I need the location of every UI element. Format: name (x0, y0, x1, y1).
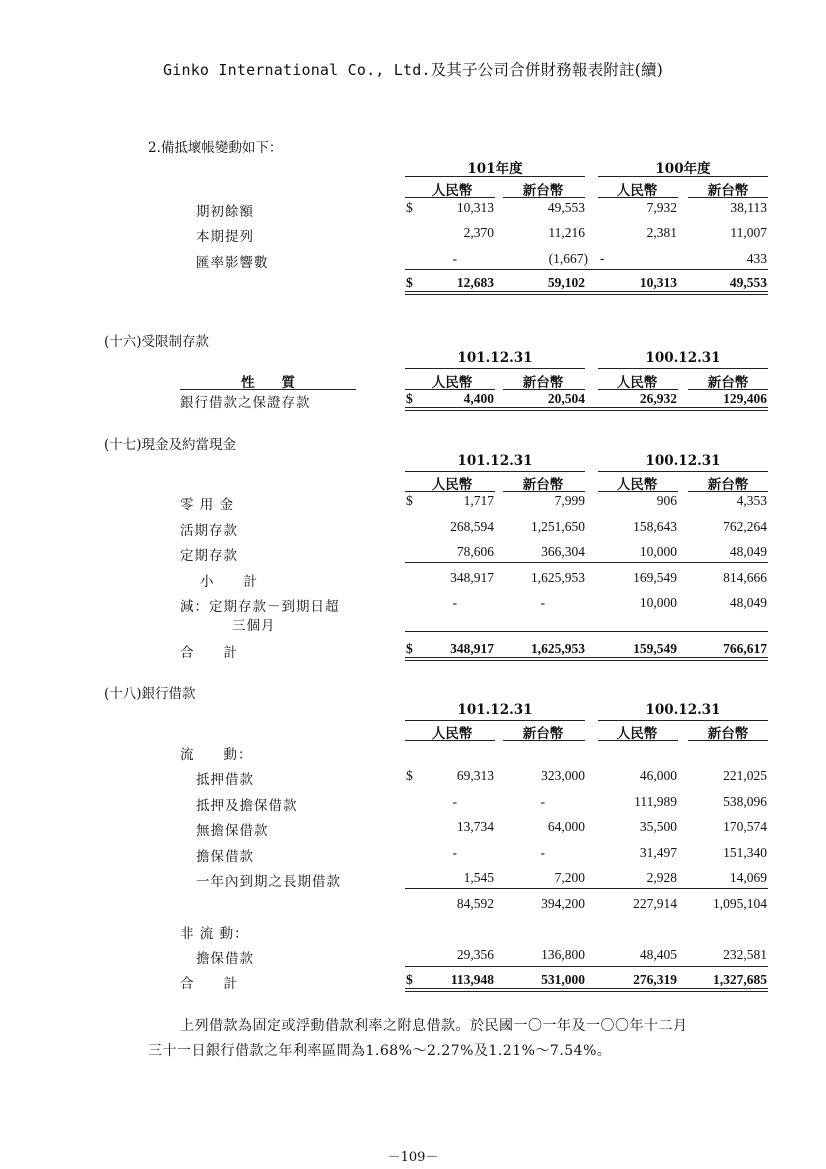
row-label: 本期提列 (196, 229, 254, 245)
row-label: 銀行借款之保證存款 (180, 395, 311, 411)
row-label: 匯率影響數 (196, 255, 269, 271)
total-value: 59,102 (547, 275, 585, 290)
cell-value: 10,000 (639, 544, 677, 559)
cell-value: 78,606 (456, 544, 494, 559)
subtotal-value: 84,592 (456, 896, 494, 911)
page-header (0, 58, 826, 80)
section-title: 2.備抵壞帳變動如下： (148, 140, 283, 156)
cell-value: 13,734 (456, 819, 494, 834)
dollar-sign: $ (406, 641, 413, 656)
row-label: 擔保借款 (196, 849, 254, 865)
dollar-sign: $ (406, 493, 413, 508)
total-value: 159,549 (633, 641, 677, 656)
cell-value: 221,025 (723, 768, 767, 783)
cell-value: 7,932 (646, 200, 677, 215)
cell-value: 2,370 (463, 225, 494, 240)
total-value: 26,932 (639, 391, 677, 406)
row-label: 抵押借款 (196, 772, 254, 788)
cell-value: 762,264 (723, 519, 767, 534)
cell-value: 7,200 (554, 870, 585, 885)
cell-value: - (452, 595, 457, 610)
cell-value: 7,999 (554, 493, 585, 508)
section-title: (十七)現金及約當現金 (104, 437, 237, 453)
cell-value: 814,666 (723, 570, 767, 585)
cell-value: 323,000 (541, 768, 585, 783)
section-title: (十六)受限制存款 (104, 334, 210, 350)
cell-value: 11,216 (548, 225, 585, 240)
currency-header: 新台幣 (707, 726, 749, 742)
currency-header: 新台幣 (522, 183, 564, 199)
cell-value: - (540, 595, 545, 610)
dollar-sign: $ (406, 391, 413, 406)
total-value: 113,948 (450, 972, 494, 987)
cell-value: 538,096 (723, 794, 767, 809)
total-value: 10,313 (639, 275, 677, 290)
row-label: 定期存款 (180, 548, 238, 564)
note-line-2: 三十一日銀行借款之年利率區間為1.68%～2.27%及1.21%～7.54%。 (148, 1043, 612, 1059)
total-value: 12,683 (456, 275, 494, 290)
cell-value: 48,049 (729, 595, 767, 610)
row-label: 零 用 金 (180, 497, 235, 513)
cell-value: 1,625,953 (531, 570, 585, 585)
cell-value: - (540, 845, 545, 860)
currency-header: 人民幣 (431, 477, 473, 493)
header-title: 及其子公司合併財務報表附註(續) (430, 61, 663, 79)
row-label: 一年內到期之長期借款 (196, 874, 341, 890)
dollar-sign: $ (406, 200, 413, 215)
dollar-sign: $ (406, 768, 413, 783)
cell-value: 1,545 (463, 870, 494, 885)
nature-header: 性 質 (241, 375, 295, 391)
cell-value: 268,594 (450, 519, 494, 534)
row-label-cont: 三個月 (232, 618, 276, 634)
date-header: 101.12.31 (457, 350, 533, 366)
company-name: Ginko International Co., Ltd. (163, 61, 431, 79)
cell-value: 64,000 (547, 819, 585, 834)
total-value: 129,406 (723, 391, 767, 406)
cell-value: 136,800 (541, 947, 585, 962)
cell-value: 1,251,650 (531, 519, 585, 534)
cell-value: 69,313 (456, 768, 494, 783)
cell-value: 11,007 (730, 225, 767, 240)
cell-value: 10,000 (639, 595, 677, 610)
total-value: 1,327,685 (713, 972, 767, 987)
currency-header: 新台幣 (707, 477, 749, 493)
currency-header: 新台幣 (522, 726, 564, 742)
dollar-sign: $ (406, 275, 413, 290)
subtotal-value: 1,095,104 (713, 896, 767, 911)
cell-value: 48,405 (639, 947, 677, 962)
cell-value: 158,643 (633, 519, 677, 534)
cell-value: (1,667) (548, 251, 588, 266)
currency-header: 人民幣 (616, 477, 658, 493)
total-value: 531,000 (541, 972, 585, 987)
currency-header: 人民幣 (616, 726, 658, 742)
date-header: 100.12.31 (645, 702, 721, 718)
subtotal-value: 227,914 (633, 896, 677, 911)
cell-value: 49,553 (547, 200, 585, 215)
row-label: 減：定期存款－到期日超 (180, 599, 340, 615)
date-header: 100.12.31 (645, 453, 721, 469)
cell-value: 14,069 (729, 870, 767, 885)
cell-value: 48,049 (729, 544, 767, 559)
cell-value: - (600, 251, 605, 267)
cell-value: 10,313 (456, 200, 494, 215)
subtotal-value: 394,200 (541, 896, 585, 911)
cell-value: - (452, 251, 457, 266)
total-value: 276,319 (633, 972, 677, 987)
cell-value: 170,574 (723, 819, 767, 834)
currency-header: 新台幣 (707, 183, 749, 199)
total-value: 4,400 (463, 391, 494, 406)
cell-value: 232,581 (723, 947, 767, 962)
cell-value: 31,497 (639, 845, 677, 860)
year-header: 101年度 (467, 161, 523, 177)
cell-value: 151,340 (723, 845, 767, 860)
year-header: 100年度 (655, 161, 711, 177)
total-value: 348,917 (450, 641, 494, 656)
row-label: 活期存款 (180, 523, 238, 539)
section-title: (十八)銀行借款 (104, 686, 196, 702)
currency-header: 人民幣 (431, 375, 473, 391)
cell-value: 169,549 (633, 570, 677, 585)
row-label: 擔保借款 (196, 951, 254, 967)
currency-header: 新台幣 (522, 375, 564, 391)
cell-value: 2,928 (646, 870, 677, 885)
row-label: 小 計 (200, 574, 258, 590)
row-label: 期初餘額 (196, 204, 254, 220)
currency-header: 人民幣 (431, 183, 473, 199)
currency-header: 人民幣 (431, 726, 473, 742)
cell-value: - (540, 794, 545, 809)
row-label: 抵押及擔保借款 (196, 798, 298, 814)
currency-header: 新台幣 (707, 375, 749, 391)
dollar-sign: $ (406, 972, 413, 987)
currency-header: 人民幣 (616, 375, 658, 391)
cell-value: 348,917 (450, 570, 494, 585)
total-label: 合 計 (180, 976, 238, 992)
group-label: 流 動： (180, 747, 253, 763)
total-value: 49,553 (729, 275, 767, 290)
cell-value: 38,113 (730, 200, 767, 215)
total-value: 1,625,953 (531, 641, 585, 656)
date-header: 100.12.31 (645, 350, 721, 366)
date-header: 101.12.31 (457, 453, 533, 469)
cell-value: 35,500 (639, 819, 677, 834)
cell-value: 29,356 (456, 947, 494, 962)
cell-value: 111,989 (634, 794, 677, 809)
currency-header: 新台幣 (522, 477, 564, 493)
total-value: 20,504 (547, 391, 585, 406)
total-value: 766,617 (723, 641, 767, 656)
cell-value: - (452, 794, 457, 809)
cell-value: 46,000 (639, 768, 677, 783)
total-label: 合 計 (180, 645, 238, 661)
cell-value: 4,353 (736, 493, 767, 508)
note-line-1: 上列借款為固定或浮動借款利率之附息借款。於民國一〇一年及一〇〇年十二月 (180, 1018, 688, 1034)
page-number: －109－ (387, 1150, 439, 1165)
row-label: 無擔保借款 (196, 823, 269, 839)
cell-value: 906 (656, 493, 677, 508)
cell-value: 1,717 (463, 493, 494, 508)
cell-value: 2,381 (646, 225, 677, 240)
date-header: 101.12.31 (457, 702, 533, 718)
cell-value: 366,304 (541, 544, 585, 559)
cell-value: 433 (746, 251, 767, 266)
cell-value: - (452, 845, 457, 860)
group-label: 非 流 動： (180, 926, 249, 942)
currency-header: 人民幣 (616, 183, 658, 199)
